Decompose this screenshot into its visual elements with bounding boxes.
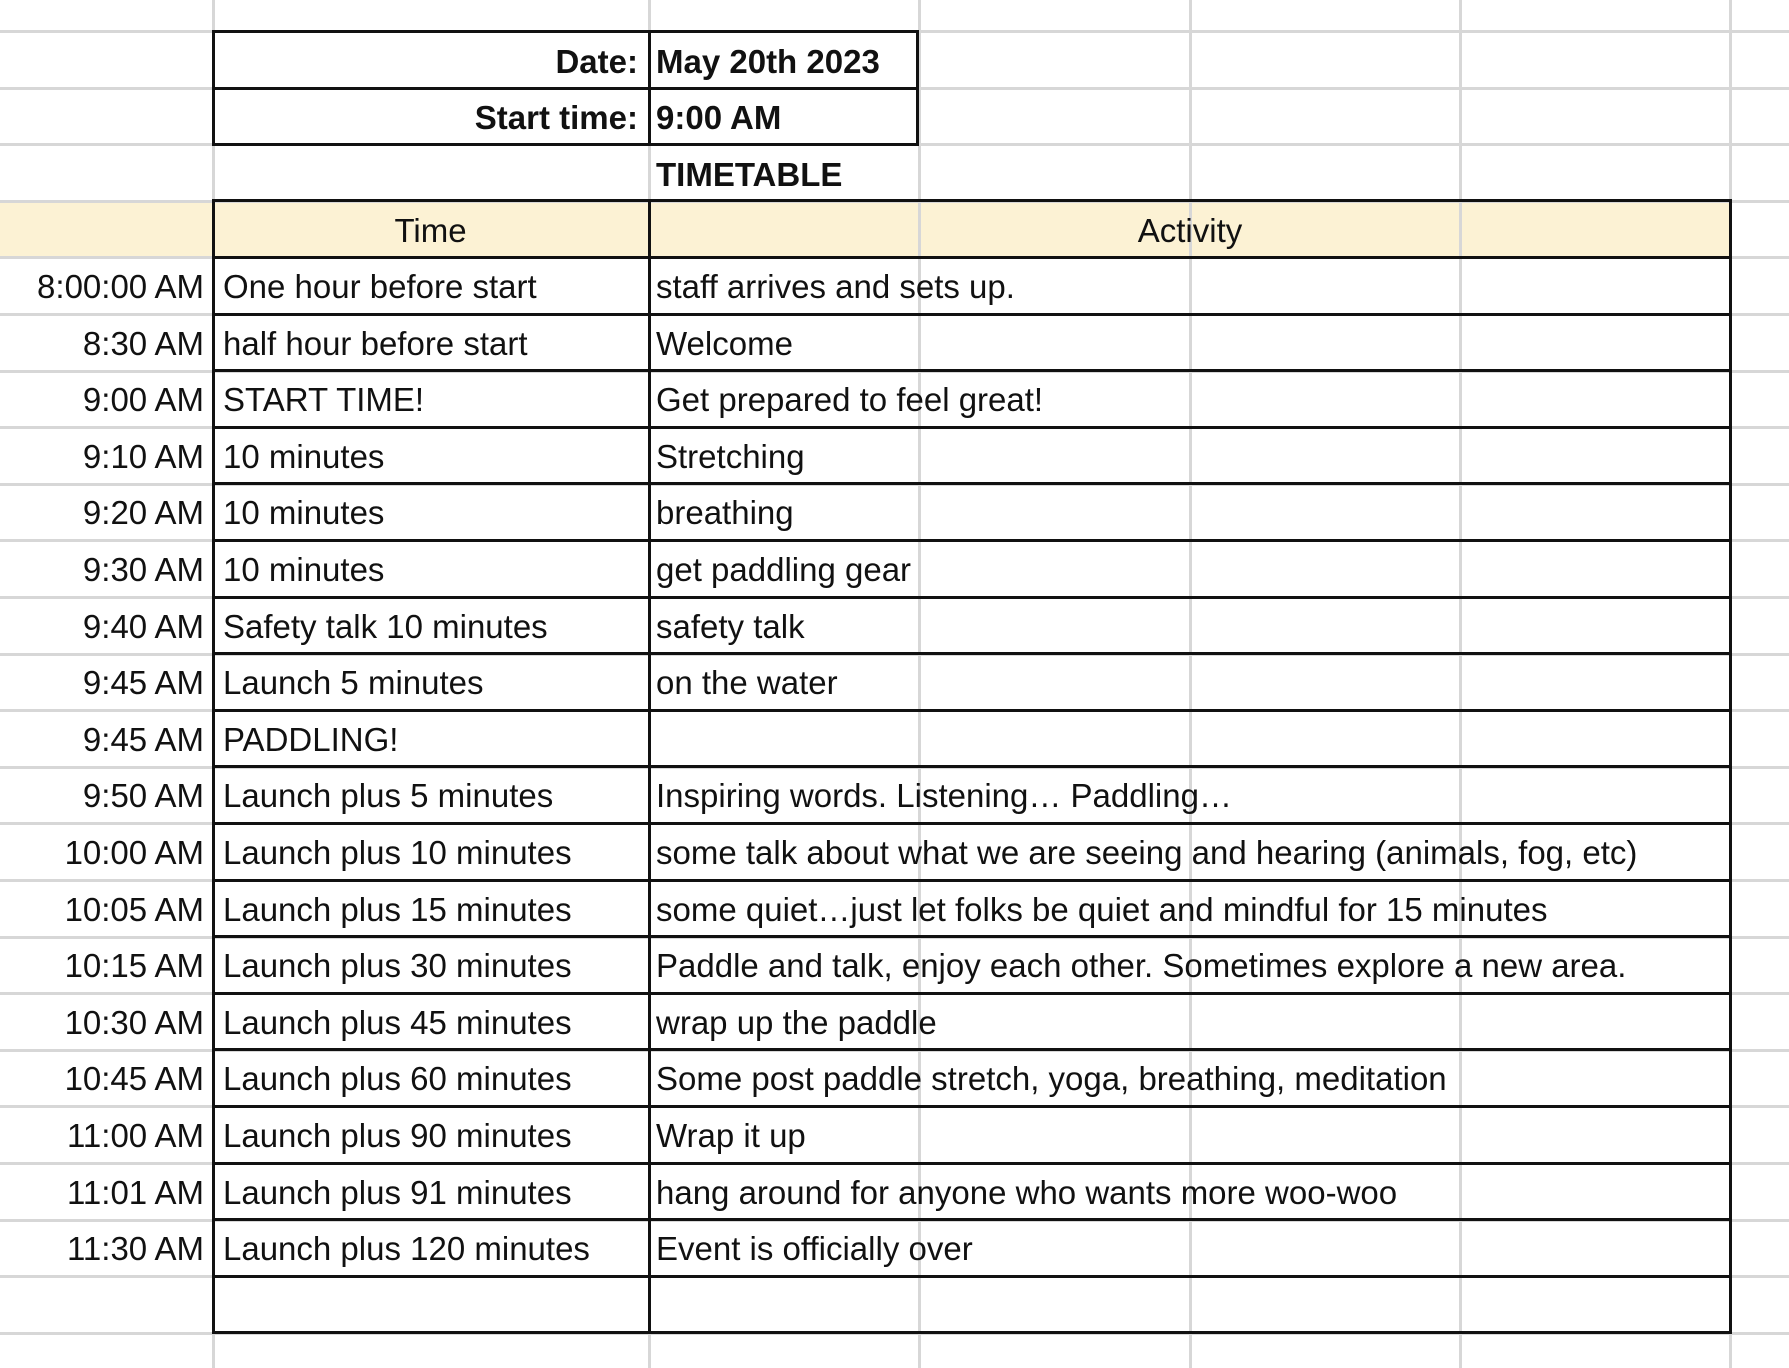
row-activity[interactable]: Inspiring words. Listening… Paddling…: [656, 777, 1232, 815]
row-activity[interactable]: Welcome: [656, 324, 793, 362]
row-activity[interactable]: staff arrives and sets up.: [656, 268, 1015, 305]
row-clock-time[interactable]: [0, 1278, 204, 1334]
row-clock-time[interactable]: 8:00:00 AM: [37, 268, 204, 305]
row-time-offset[interactable]: Launch plus 60 minutes: [223, 1060, 572, 1098]
row-activity[interactable]: Stretching: [656, 437, 805, 475]
row-clock-time[interactable]: 9:45 AM: [82, 664, 204, 702]
start-time-label: Start time:: [474, 99, 638, 136]
row-time-offset[interactable]: Launch plus 91 minutes: [223, 1173, 572, 1211]
row-time-offset[interactable]: 10 minutes: [223, 494, 385, 532]
row-time-offset[interactable]: Launch plus 120 minutes: [223, 1230, 590, 1268]
row-activity[interactable]: some talk about what we are seeing and hearing (animals, fog, etc): [656, 834, 1638, 871]
row-clock-time[interactable]: 8:30 AM: [82, 324, 204, 362]
cell-border: [212, 30, 919, 33]
row-time-offset[interactable]: 10 minutes: [223, 551, 385, 588]
row-time-offset[interactable]: Launch plus 10 minutes: [223, 834, 572, 871]
row-activity[interactable]: [656, 1278, 1726, 1334]
row-activity[interactable]: [656, 712, 1726, 768]
row-clock-time[interactable]: 9:30 AM: [82, 551, 204, 588]
row-time-offset[interactable]: 10 minutes: [223, 437, 385, 475]
row-clock-time[interactable]: 10:05 AM: [64, 890, 204, 928]
row-time-offset[interactable]: Launch 5 minutes: [223, 664, 484, 702]
row-time-offset[interactable]: [223, 1278, 643, 1334]
row-activity[interactable]: Wrap it up: [656, 1117, 806, 1154]
cell-border: [648, 199, 651, 1334]
row-clock-time[interactable]: 11:00 AM: [67, 1117, 204, 1154]
row-clock-time[interactable]: 9:10 AM: [82, 437, 204, 475]
row-time-offset[interactable]: Safety talk 10 minutes: [223, 607, 548, 645]
row-activity[interactable]: breathing: [656, 494, 794, 532]
row-clock-time[interactable]: 9:40 AM: [82, 607, 204, 645]
row-clock-time[interactable]: 11:01 AM: [67, 1173, 204, 1211]
row-time-offset[interactable]: START TIME!: [223, 381, 425, 419]
date-value[interactable]: May 20th 2023: [656, 43, 880, 80]
row-activity[interactable]: Paddle and talk, enjoy each other. Sometimes explore a new area.: [656, 947, 1627, 985]
row-activity[interactable]: Event is officially over: [656, 1230, 973, 1268]
row-clock-time[interactable]: 11:30 AM: [67, 1230, 204, 1268]
row-activity[interactable]: on the water: [656, 664, 838, 702]
row-time-offset[interactable]: Launch plus 5 minutes: [223, 777, 554, 815]
row-time-offset[interactable]: Launch plus 30 minutes: [223, 947, 572, 985]
date-label: Date:: [555, 43, 638, 80]
row-activity[interactable]: some quiet…just let folks be quiet and mindful for 15 minutes: [656, 890, 1548, 928]
row-clock-time[interactable]: 10:30 AM: [64, 1003, 204, 1041]
row-time-offset[interactable]: half hour before start: [223, 324, 528, 362]
row-clock-time[interactable]: 10:00 AM: [64, 834, 204, 871]
row-clock-time[interactable]: 9:45 AM: [82, 720, 204, 758]
column-header-time[interactable]: Time: [394, 212, 467, 249]
column-header-activity[interactable]: Activity: [1137, 212, 1243, 249]
row-time-offset[interactable]: Launch plus 15 minutes: [223, 890, 572, 928]
row-activity[interactable]: Some post paddle stretch, yoga, breathing, meditation: [656, 1060, 1447, 1098]
cell-border: [1729, 199, 1732, 1334]
cell-border: [916, 30, 919, 146]
row-clock-time[interactable]: 9:50 AM: [82, 777, 204, 815]
cell-border: [648, 30, 651, 146]
row-time-offset[interactable]: Launch plus 90 minutes: [223, 1117, 572, 1154]
row-activity[interactable]: wrap up the paddle: [656, 1003, 937, 1041]
row-time-offset[interactable]: PADDLING!: [223, 720, 399, 758]
row-activity[interactable]: safety talk: [656, 607, 805, 645]
row-clock-time[interactable]: 10:45 AM: [64, 1060, 204, 1098]
row-activity[interactable]: get paddling gear: [656, 551, 912, 588]
row-activity[interactable]: Get prepared to feel great!: [656, 381, 1044, 419]
row-clock-time[interactable]: 9:00 AM: [82, 381, 204, 419]
cell-border: [212, 199, 215, 1334]
row-activity[interactable]: hang around for anyone who wants more woo-woo: [656, 1173, 1398, 1211]
row-time-offset[interactable]: Launch plus 45 minutes: [223, 1003, 572, 1041]
row-time-offset[interactable]: One hour before start: [223, 268, 537, 305]
row-clock-time[interactable]: 10:15 AM: [64, 947, 204, 985]
timetable-title: TIMETABLE: [656, 156, 843, 193]
start-time-value[interactable]: 9:00 AM: [656, 99, 782, 136]
row-clock-time[interactable]: 9:20 AM: [82, 494, 204, 532]
